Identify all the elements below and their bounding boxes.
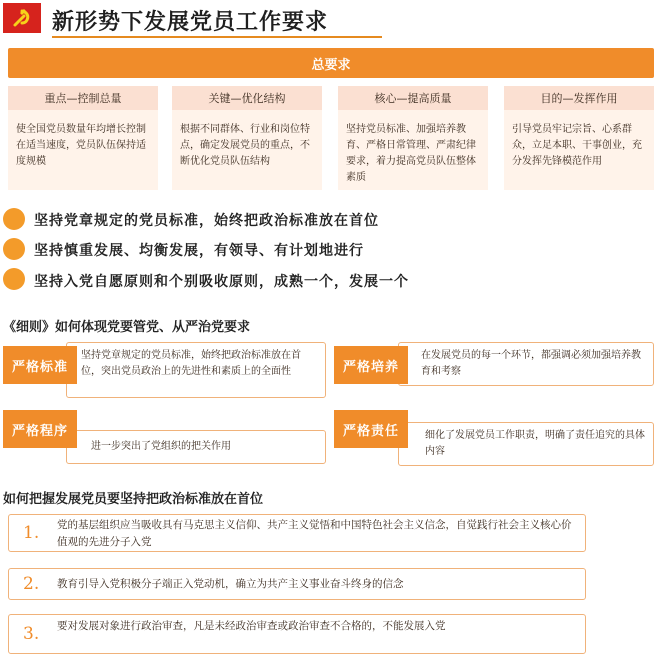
section-heading: 如何把握发展党员要坚持把政治标准放在首位 <box>3 492 264 507</box>
section-heading: 《细则》如何体现党要管党、从严治党要求 <box>3 320 251 335</box>
requirement-title: 重点—控制总量 <box>8 86 158 110</box>
strict-card-text: 在发展党员的每一个环节，都强调必须加强培养教育和考察 <box>398 342 654 386</box>
bullet-dot-icon <box>3 238 25 260</box>
strict-card-tab: 严格程序 <box>3 410 77 448</box>
item-text: 党的基层组织应当吸收具有马克思主义信仰、共产主义觉悟和中国特色社会主义信念，自觉践行社会主义核心价值观的先进分子入党 <box>57 519 572 548</box>
principle-item: 坚持入党自愿原则和个别吸收原则，成熟一个，发展一个 <box>34 274 409 290</box>
item-text: 教育引导入党积极分子端正入党动机，确立为共产主义事业奋斗终身的信念 <box>57 578 404 590</box>
strict-card-text: 坚持党章规定的党员标准，始终把政治标准放在首位，突出党员政治上的先进性和素质上的全面性 <box>66 342 326 398</box>
principle-item: 坚持党章规定的党员标准，始终把政治标准放在首位 <box>34 213 379 229</box>
requirement-column <box>8 86 158 190</box>
bullet-dot-icon <box>3 208 25 230</box>
numbered-item <box>8 614 586 654</box>
principle-item: 坚持慎重发展、均衡发展，有领导、有计划地进行 <box>34 243 364 259</box>
item-number: 3. <box>23 624 40 644</box>
requirement-text: 根据不同群体、行业和岗位特点，确定发展党员的重点，不断优化党员队伍结构 <box>180 124 310 167</box>
strict-card-tab: 严格标准 <box>3 346 77 384</box>
requirement-column <box>338 86 488 190</box>
strict-card-tab: 严格培养 <box>334 346 408 384</box>
requirement-column <box>172 86 322 190</box>
item-number: 1. <box>23 523 40 543</box>
requirement-text: 坚持党员标准、加强培养教育、严格日常管理、严肃纪律要求，着力提高党员队伍整体素质 <box>346 124 476 183</box>
item-number: 2. <box>23 574 40 594</box>
requirement-column <box>504 86 654 190</box>
page-title: 新形势下发展党员工作要求 <box>52 10 329 35</box>
strict-card-tab: 严格责任 <box>334 410 408 448</box>
requirements-bar: 总要求 <box>8 48 654 78</box>
requirement-text: 引导党员牢记宗旨、心系群众，立足本职、干事创业，充分发挥先锋模范作用 <box>512 124 642 167</box>
numbered-item <box>8 514 586 552</box>
strict-card-text: 细化了发展党员工作职责，明确了责任追究的具体内容 <box>398 422 654 466</box>
strict-card-text: 进一步突出了党组织的把关作用 <box>66 430 326 464</box>
requirement-title: 目的—发挥作用 <box>504 86 654 110</box>
bullet-dot-icon <box>3 268 25 290</box>
logo <box>3 3 41 33</box>
requirement-title: 核心—提高质量 <box>338 86 488 110</box>
numbered-item <box>8 568 586 600</box>
requirement-title: 关键—优化结构 <box>172 86 322 110</box>
party-emblem-icon <box>10 6 34 30</box>
title-underline <box>52 36 382 38</box>
requirement-text: 使全国党员数量年均增长控制在适当速度，党员队伍保持适度规模 <box>16 124 146 167</box>
item-text: 要对发展对象进行政治审查，凡是未经政治审查或政治审查不合格的，不能发展入党 <box>57 620 446 632</box>
